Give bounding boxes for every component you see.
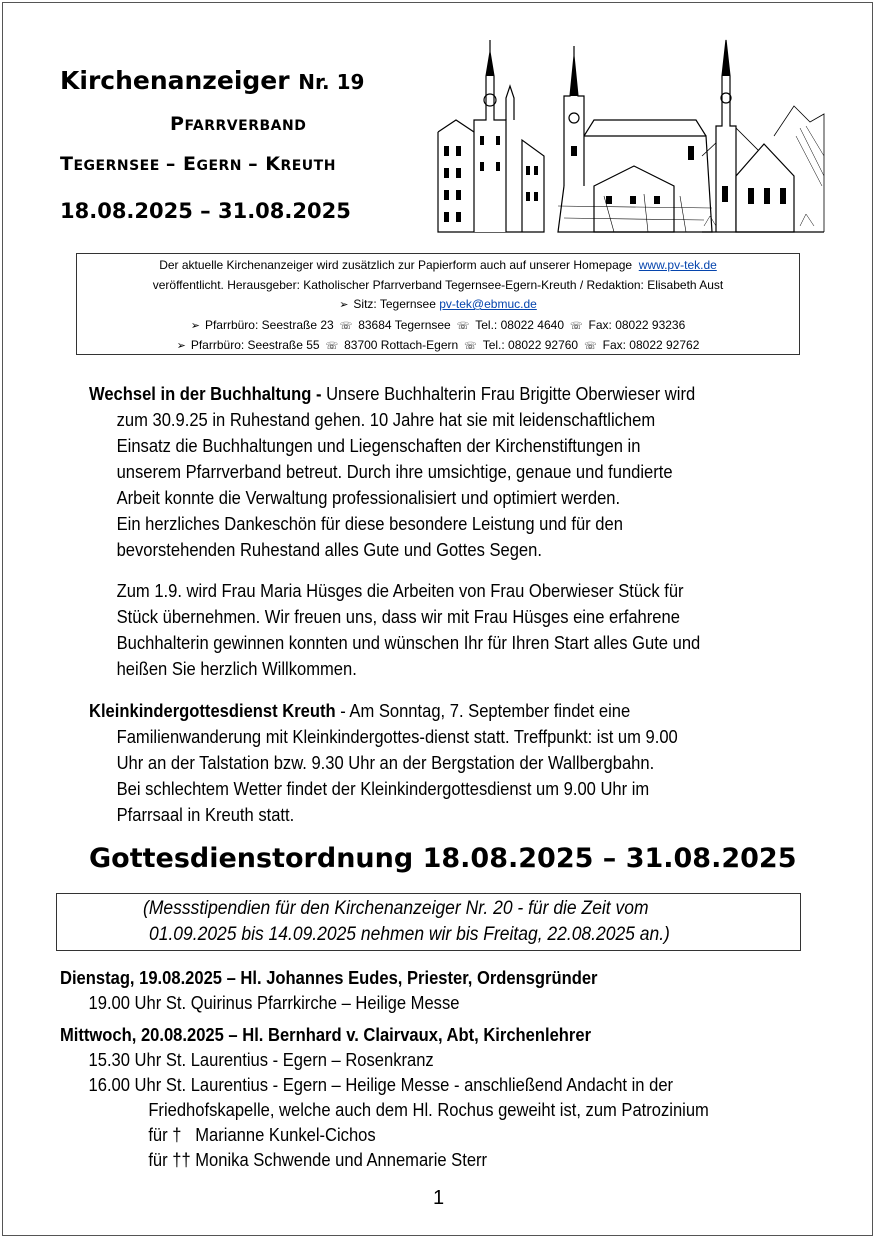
service-order-title: Gottesdienstordnung 18.08.2025 – 31.08.2025: [89, 843, 797, 874]
schedule-day: [60, 1023, 759, 1173]
info-line-2: veröffentlicht. Herausgeber: Katholischer Pfarrverband Tegernsee-Egern-Kreuth / Redaktion: Elisabeth Aust: [152, 277, 724, 292]
arrow-bullet-icon: ➢: [339, 299, 349, 311]
info-line-3: ➢ Sitz: Tegernsee pv-tek@ebmuc.de: [339, 297, 537, 311]
article-childrens-service: Kleinkindergottesdienst Kreuth - Am Sonntag, 7. September findet eine Familienwanderung mit Kleinkindergottes-dienst statt. Treffpunkt: ist um 9.00 Uhr an der Talstation bzw. 9.30 Uhr an der Bergstation der Wallbergbahn. Bei schlechtem Wetter findet der Kleinkindergottesdienst um 9.00 Uhr im Pfarrsaal in Kreuth statt.: [89, 701, 678, 825]
email-link[interactable]: pv-tek@ebmuc.de: [439, 297, 537, 311]
phone-icon: ☏: [325, 341, 339, 352]
day-heading: Mittwoch, 20.08.2025 – Hl. Bernhard v. Clairvaux, Abt, Kirchenlehrer: [60, 1025, 592, 1045]
day-heading: Dienstag, 19.08.2025 – Hl. Johannes Eudes, Priester, Ordensgründer: [60, 968, 598, 988]
phone-icon: ☏: [464, 341, 477, 352]
contact-info-box: [76, 253, 800, 355]
service-entry: 19.00 Uhr St. Quirinus Pfarrkirche – Heilige Messe: [88, 993, 460, 1013]
article-bookkeeping: Wechsel in der Buchhaltung - Unsere Buchhalterin Frau Brigitte Oberwieser wird zum 30.9.25 in Ruhestand gehen. 10 Jahre hat sie mit leidenschaftlichem Einsatz die Buchhaltungen und Liegenschaften der Kirchenstiftungen in unserem Pfarrverband betreut. Durch ihre umsichtige, genaue und fundierte Arbeit konnte die Verwaltung professionalisiert und optimiert werden. Ein herzliches Dankeschön für diese besondere Leistung und für den bevorstehenden Ruhestand alles Gute und Gottes Segen.: [89, 384, 696, 560]
phone-icon: ☏: [339, 320, 353, 332]
issue-number: Nr. 19: [298, 70, 365, 94]
service-entry: 15.30 Uhr St. Laurentius - Egern – Rosenkranz: [88, 1050, 434, 1070]
newsletter-title: [60, 66, 364, 95]
phone-icon: ☏: [570, 320, 583, 332]
page-number: 1: [432, 1187, 445, 1209]
phone-icon: ☏: [584, 341, 597, 352]
article-bookkeeping-successor: Zum 1.9. wird Frau Maria Hüsges die Arbeiten von Frau Oberwieser Stück für Stück übernehmen. Wir freuen uns, dass wir mit Frau Hüsges eine erfahrene Buchhalterin gewinnen konnten und wünschen Ihr für Ihren Start alles Gute und heißen Sie herzlich Willkommen.: [116, 581, 701, 679]
churches-illustration: [434, 36, 826, 236]
article-heading: Kleinkindergottesdienst Kreuth: [89, 701, 336, 721]
service-entry-continuation: Friedhofskapelle, welche auch dem Hl. Rochus geweiht ist, zum Patrozinium: [148, 1100, 709, 1120]
issue-dates: 18.08.2025 – 31.08.2025: [60, 199, 351, 223]
article-heading: Wechsel in der Buchhaltung -: [89, 384, 322, 404]
mass-intention: für † Marianne Kunkel-Cichos: [148, 1125, 376, 1145]
parish-names: TEGERNSEE – EGERN – KREUTH: [60, 153, 336, 175]
parish-association-label: PFARRVERBAND: [170, 113, 307, 135]
arrow-bullet-icon: ➢: [176, 340, 186, 352]
mass-intention: für †† Monika Schwende und Annemarie Sterr: [148, 1150, 488, 1170]
info-line-1: Der aktuelle Kirchenanzeiger wird zusätzlich zur Papierform auch auf unserer Homepage www.pv-tek.de: [159, 258, 717, 272]
schedule-day: [60, 966, 759, 1016]
homepage-link[interactable]: www.pv-tek.de: [638, 258, 717, 272]
office-2: ➢ Pfarrbüro: Seestraße 55 ☏ 83700 Rottach-Egern ☏ Tel.: 08022 92760 ☏ Fax: 08022 92762: [176, 338, 700, 352]
arrow-bullet-icon: ➢: [190, 319, 200, 332]
title-text: Kirchenanzeiger: [60, 66, 290, 95]
office-1: ➢ Pfarrbüro: Seestraße 23 ☏ 83684 Tegernsee ☏ Tel.: 08022 4640 ☏ Fax: 08022 93236: [190, 317, 686, 332]
service-entry: 16.00 Uhr St. Laurentius - Egern – Heilige Messe - anschließend Andacht in der: [88, 1075, 674, 1095]
mass-stipend-note: (Messstipendien für den Kirchenanzeiger Nr. 20 - für die Zeit vom 01.09.2025 bis 14.09.2025 nehmen wir bis Freitag, 22.08.2025 an.): [56, 893, 801, 951]
phone-icon: ☏: [456, 320, 470, 332]
